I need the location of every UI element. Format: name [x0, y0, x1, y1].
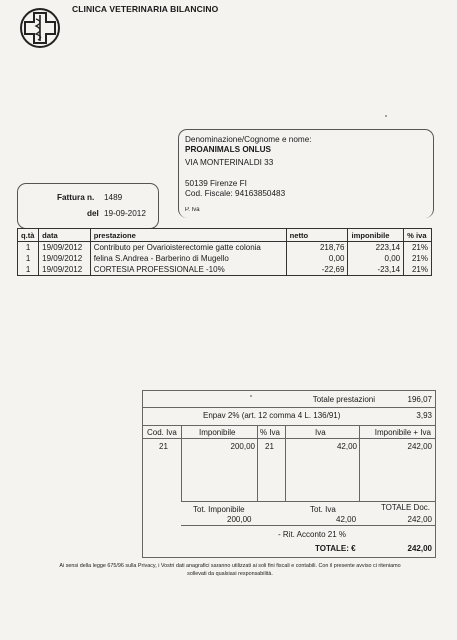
col-qty-header: q.tà	[18, 229, 39, 242]
customer-partial-line: P. Iva	[185, 207, 200, 212]
row-taxable: -23,14	[348, 264, 404, 276]
divider	[143, 407, 435, 408]
total-doc-label: TOTALE Doc.	[380, 503, 430, 512]
row-qty: 1	[18, 264, 39, 276]
tot-taxable-label: Tot. Imponibile	[193, 505, 245, 514]
line-items-table	[17, 228, 432, 276]
row-vat: 21%	[404, 253, 432, 264]
tot-vat-label: Tot. Iva	[310, 505, 336, 514]
customer-address: VIA MONTERINALDI 33	[185, 158, 274, 167]
total-doc-value: 242,00	[407, 515, 432, 524]
grand-total-value: 242,00	[407, 544, 432, 553]
invoice-number: 1489	[104, 193, 123, 202]
row-qty: 1	[18, 253, 39, 264]
invoice-date-label: del	[87, 209, 99, 218]
customer-box	[178, 129, 434, 218]
table-header-row	[18, 229, 432, 242]
divider	[143, 438, 435, 439]
vat-code-header: Cod. Iva	[147, 428, 177, 437]
row-taxable: 223,14	[348, 242, 404, 254]
clinic-logo	[18, 6, 62, 50]
vat-row-taxable: 200,00	[230, 442, 255, 451]
divider	[181, 525, 435, 526]
clinic-name: CLINICA VETERINARIA BILANCINO	[72, 4, 219, 14]
row-desc: Contributo per Ovarioisterectomie gatte colonia	[90, 242, 286, 254]
row-qty: 1	[18, 242, 39, 254]
footer-line-1: Ai sensi della legge 675/96 sulla Privacy, i Vostri dati anagrafici saranno utilizzati ai soli fini fiscali e contabili. Con il presente avviso ci riteniamo	[59, 563, 401, 569]
invoice-number-label: Fattura n.	[57, 193, 95, 202]
row-vat: 21%	[404, 264, 432, 276]
customer-city: 50139 Firenze FI	[185, 179, 247, 188]
row-net: 218,76	[286, 242, 348, 254]
customer-fiscal-code: Cod. Fiscale: 94163850483	[185, 189, 286, 198]
col-date-header: data	[39, 229, 91, 242]
scan-speck	[250, 395, 252, 397]
row-date: 19/09/2012	[39, 253, 91, 264]
vat-taxable-header: Imponibile	[199, 428, 236, 437]
vat-row-vat: 42,00	[336, 442, 357, 451]
vat-row-code: 21	[159, 442, 168, 451]
row-vat: 21%	[404, 242, 432, 254]
row-net: 0,00	[286, 253, 348, 264]
privacy-footer	[20, 562, 440, 578]
tot-taxable-value: 200,00	[227, 515, 252, 524]
col-taxable-header: imponibile	[348, 229, 404, 242]
divider	[359, 425, 360, 501]
vat-row-total: 242,00	[407, 442, 432, 451]
invoice-box	[17, 183, 159, 229]
total-services-value: 196,07	[407, 395, 432, 404]
scan-speck	[385, 115, 387, 117]
col-desc-header: prestazione	[90, 229, 286, 242]
enpav-value: 3,93	[416, 411, 432, 420]
grand-total-label: TOTALE: €	[315, 544, 356, 553]
row-desc: CORTESIA PROFESSIONALE -10%	[90, 264, 286, 276]
vat-rate-header: % Iva	[260, 428, 281, 437]
divider	[181, 425, 182, 501]
vat-amount-header: Iva	[315, 428, 326, 437]
row-taxable: 0,00	[348, 253, 404, 264]
row-date: 19/09/2012	[39, 242, 91, 254]
vat-total-header: Imponibile + Iva	[374, 428, 431, 437]
tot-vat-value: 42,00	[336, 515, 357, 524]
row-date: 19/09/2012	[39, 264, 91, 276]
col-net-header: netto	[286, 229, 348, 242]
total-services-label: Totale prestazioni	[312, 395, 375, 404]
row-net: -22,69	[286, 264, 348, 276]
table-row	[18, 264, 432, 276]
divider	[257, 425, 258, 501]
vat-row-rate: 21	[265, 442, 274, 451]
summary-box	[142, 390, 436, 558]
withholding-label: - Rit. Acconto 21 %	[278, 530, 347, 539]
row-desc: felina S.Andrea - Barberino di Mugello	[90, 253, 286, 264]
divider	[143, 425, 435, 426]
col-vat-header: % iva	[404, 229, 432, 242]
table-row	[18, 253, 432, 264]
table-row	[18, 242, 432, 254]
divider	[285, 425, 286, 501]
footer-line-2: sollevati da qualsiasi responsabilità.	[187, 571, 273, 577]
divider	[181, 501, 435, 502]
customer-name: PROANIMALS ONLUS	[185, 145, 271, 154]
enpav-label: Enpav 2% (art. 12 comma 4 L. 136/91)	[203, 411, 341, 420]
invoice-date: 19-09-2012	[104, 209, 146, 218]
customer-label: Denominazione/Cognome e nome:	[185, 135, 312, 144]
